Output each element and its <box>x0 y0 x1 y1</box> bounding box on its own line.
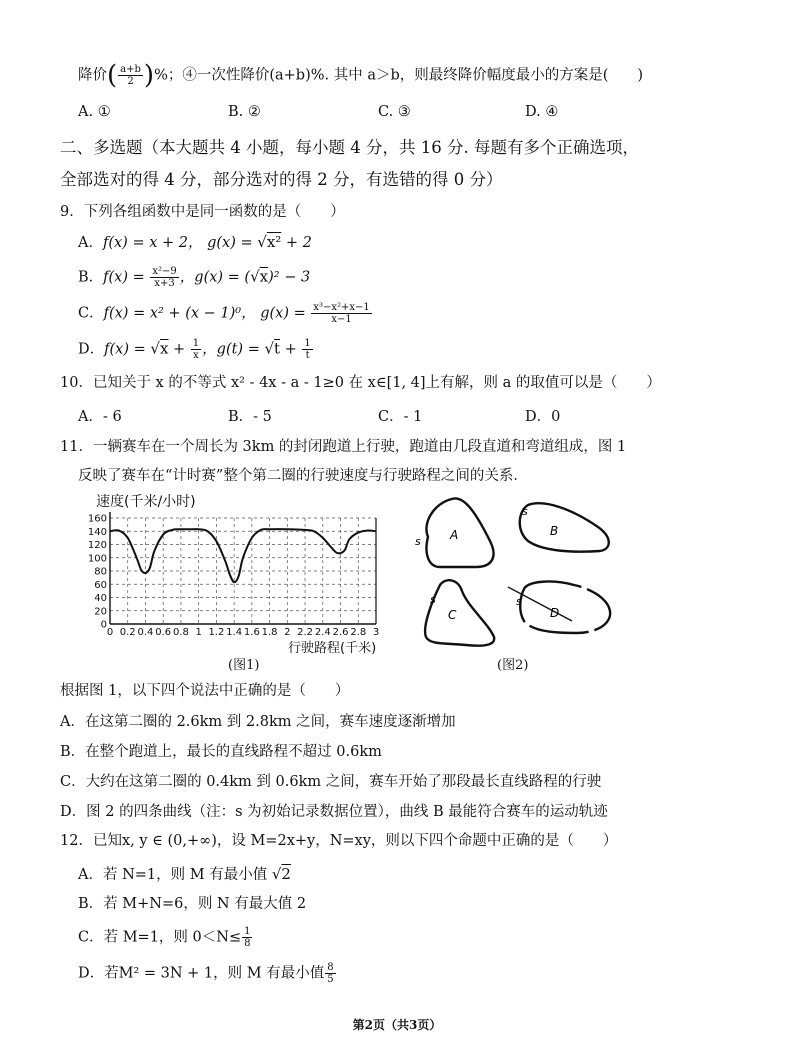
x-tick-label: 2 <box>284 627 291 638</box>
y-tick-label: 140 <box>88 526 107 538</box>
y-tick-label: 40 <box>94 593 107 604</box>
q10-option-c[interactable]: C．- 1 <box>378 409 423 425</box>
track-label-a: A <box>450 528 459 542</box>
q8-stem: 降价( $\frac{a+b}{2}$ )%；④一次性降价(a+b)%. 其中 a＞b，则最终降价幅度最小的方案是( ) <box>78 60 644 91</box>
x-tick-label: 1 <box>195 627 202 638</box>
chart-grid <box>110 518 376 624</box>
y-tick-label: 0 <box>100 619 107 631</box>
q9-option-d[interactable]: D．f(x) = √x + $\frac{1}{x}$ ，g(t) = √t + $\frac{1}{t}$ <box>78 338 311 361</box>
sqrt-symbol: √2 <box>271 865 291 883</box>
q8-fraction: $\frac{a+b}{2}$ <box>120 64 141 87</box>
fig2-caption: (图2) <box>497 658 529 673</box>
q12-option-d[interactable]: D．若M² = 3N + 1，则 M 有最小值 $\frac{8}{5}$ <box>78 962 334 985</box>
track-label-b: B <box>550 524 559 538</box>
y-axis-label: 速度(千米/小时) <box>96 494 196 510</box>
section2-heading-line2: 全部选对的得 4 分，部分选对的得 2 分，有选错的得 0 分） <box>60 170 503 189</box>
speed-series-line <box>110 529 376 582</box>
fig1-caption: (图1) <box>228 658 260 673</box>
q12-option-b[interactable]: B．若 M+N=6，则 N 有最大值 2 <box>78 896 307 912</box>
x-axis-label: 行驶路程(千米) <box>288 641 377 656</box>
q10-option-a[interactable]: A．- 6 <box>78 409 122 425</box>
q8-option-a[interactable]: A. ① <box>78 104 111 120</box>
q9-option-a[interactable]: A．f(x) = x + 2， g(x) = √x² + 2 <box>78 233 312 251</box>
page-footer: 第2页（共3页） <box>352 1018 442 1032</box>
x-tick-label: 2.8 <box>350 627 367 638</box>
q11-question: 根据图 1，以下四个说法中正确的是（ ） <box>60 683 350 699</box>
y-tick-label: 60 <box>94 579 107 591</box>
x-tick-label: 2.6 <box>332 627 349 638</box>
x-tick-label: 1.2 <box>208 627 225 638</box>
y-tick-label: 160 <box>88 513 107 525</box>
q11-stem-line2: 反映了赛车在“计时赛”整个第二圈的行驶速度与行驶路程之间的关系． <box>78 468 528 484</box>
q12-option-c[interactable]: C．若 M=1，则 0＜N≤ $\frac{1}{8}$ <box>78 926 251 949</box>
x-tick-label: 1.6 <box>243 627 260 638</box>
x-tick-label: 0.4 <box>137 627 154 638</box>
q12-stem: 12．已知x, y ∈ (0,+∞)，设 M=2x+y，N=xy，则以下四个命题中正确的是（ ） <box>60 833 618 849</box>
q9-stem: 9．下列各组函数中是同一函数的是（ ） <box>60 204 345 220</box>
x-tick-label: 2.2 <box>297 627 314 638</box>
q11-stem-line1: 11．一辆赛车在一个周长为 3km 的封闭跑道上行驶，跑道由几段直道和弯道组成，图 1 <box>60 439 627 455</box>
x-tick-label: 3 <box>372 627 380 638</box>
track-label-c: C <box>448 608 457 622</box>
track-c <box>425 580 494 646</box>
start-label: s <box>516 595 522 608</box>
q9-option-b[interactable]: B．f(x) = $\frac{\text{x²−9}}{x+3}$ ，g(x) = (√x)² − 3 <box>78 266 311 289</box>
q12-option-a[interactable]: A．若 N=1，则 M 有最小值 √2 <box>78 865 291 883</box>
x-tick-label: 0.8 <box>172 627 189 638</box>
q10-stem: 10．已知关于 x 的不等式 x² - 4x - a - 1≥0 在 x∈[1, 4]上有解，则 a 的取值可以是（ ） <box>60 375 661 391</box>
q8-option-c[interactable]: C. ③ <box>378 104 411 120</box>
track-a <box>415 498 494 567</box>
y-tick-label: 20 <box>94 606 107 618</box>
q10-option-b[interactable]: B．- 5 <box>228 409 272 425</box>
x-tick-label: 2.4 <box>314 627 331 638</box>
y-tick-label: 120 <box>88 540 107 551</box>
q11-option-b[interactable]: B．在整个跑道上，最长的直线路程不超过 0.6km <box>60 744 382 760</box>
q10-option-d[interactable]: D．0 <box>525 409 561 425</box>
track-label-d: D <box>550 606 560 620</box>
track-b <box>520 503 609 551</box>
q8-option-b[interactable]: B. ② <box>228 104 261 120</box>
x-tick-label: 0 <box>106 627 114 638</box>
start-label: s <box>522 505 528 518</box>
q8-text-post: %；④一次性降价(a+b)%. 其中 a＞b，则最终降价幅度最小的方案是( ) <box>154 67 644 84</box>
sqrt-symbol: √x² <box>257 233 282 251</box>
sqrt-symbol: √x <box>150 339 169 358</box>
section2-heading-line1: 二、多选题（本大题共 4 小题，每小题 4 分，共 16 分. 每题有多个正确选项， <box>60 138 639 157</box>
x-tick-label: 0.6 <box>155 627 172 638</box>
q11-option-a[interactable]: A．在这第二圈的 2.6km 到 2.8km 之间，赛车速度逐渐增加 <box>60 714 456 730</box>
q8-text-pre: 降价 <box>78 67 107 84</box>
x-tick-label: 1.4 <box>226 627 243 638</box>
x-tick-label: 0.2 <box>119 627 136 638</box>
chart-ticks <box>88 514 379 639</box>
q9-option-c[interactable]: C．f(x) = x² + (x − 1)⁰， g(x) = $\frac{\text{x³−x²+x−1}}{x-1}$ <box>78 302 370 325</box>
sqrt-symbol: √t <box>264 339 281 358</box>
track-figures <box>412 493 622 653</box>
track-d <box>508 582 610 633</box>
q8-option-d[interactable]: D. ④ <box>525 104 559 120</box>
start-label: s <box>415 535 421 548</box>
q11-option-c[interactable]: C．大约在这第二圈的 0.4km 到 0.6km 之间，赛车开始了那段最长直线路程的行驶 <box>60 774 602 790</box>
y-tick-label: 80 <box>94 566 107 578</box>
sqrt-symbol: √x <box>250 267 269 286</box>
speed-distance-chart <box>88 492 388 660</box>
start-label: s <box>430 593 436 606</box>
x-tick-label: 1.8 <box>261 627 278 638</box>
q11-option-d[interactable]: D．图 2 的四条曲线（注：s 为初始记录数据位置），曲线 B 最能符合赛车的运动轨迹 <box>60 804 608 820</box>
y-tick-label: 100 <box>88 553 107 565</box>
